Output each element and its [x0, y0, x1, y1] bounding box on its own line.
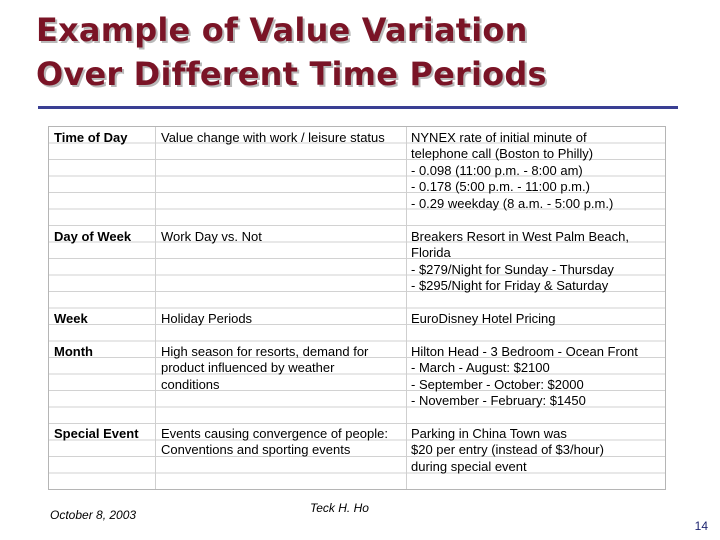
driver-month: High season for resorts, demand for product influenced by weather conditions: [161, 344, 369, 392]
column-divider: [406, 127, 407, 489]
value-variation-table: [48, 126, 666, 490]
example-month: Hilton Head - 3 Bedroom - Ocean Front - March - August: $2100 - September - October: $2000 - November - February: $1450: [411, 344, 638, 409]
driver-special-event: Events causing convergence of people: Conventions and sporting events: [161, 426, 388, 458]
slide-title-line-2: Over Different Time Periods: [36, 55, 547, 93]
slide-title: [36, 8, 547, 96]
period-month: Month: [54, 344, 93, 359]
driver-week: Holiday Periods: [161, 311, 253, 326]
page-number: 14: [694, 519, 708, 533]
title-divider: [38, 106, 678, 109]
footer-date: October 8, 2003: [50, 508, 137, 522]
example-time-of-day: NYNEX rate of initial minute of telephone call (Boston to Philly) - 0.098 (11:00 p.m. - 8:00 am) - 0.178 (5:00 p.m. - 11:00 p.m.) - 0.29 weekday (8 a.m. - 5:00 p.m.): [411, 130, 614, 211]
period-week: Week: [54, 311, 88, 326]
driver-time-of-day: Value change with work / leisure status: [161, 130, 385, 145]
example-week: EuroDisney Hotel Pricing: [411, 311, 556, 326]
example-day-of-week: Breakers Resort in West Palm Beach, Florida - $279/Night for Sunday - Thursday - $295/Night for Friday & Saturday: [411, 229, 629, 294]
period-special-event: Special Event: [54, 426, 139, 441]
column-divider: [155, 127, 156, 489]
footer-author: Teck H. Ho: [310, 501, 369, 515]
slide-title-line-1: Example of Value Variation: [36, 11, 528, 49]
example-special-event: Parking in China Town was $20 per entry (instead of $3/hour) during special event: [411, 426, 604, 474]
period-time-of-day: Time of Day: [54, 130, 128, 145]
driver-day-of-week: Work Day vs. Not: [161, 229, 262, 244]
period-day-of-week: Day of Week: [54, 229, 132, 244]
